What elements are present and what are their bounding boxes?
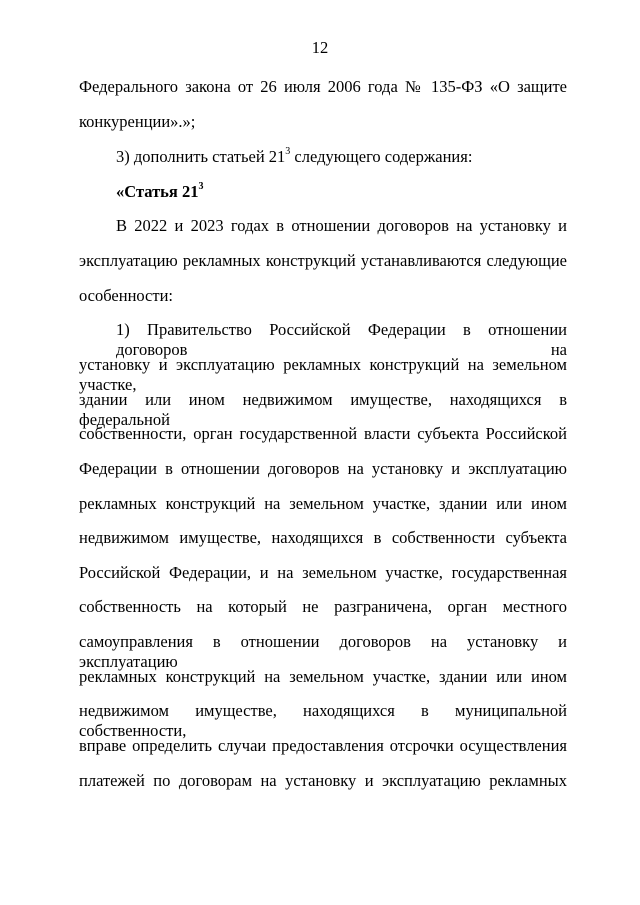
- item-3-text-before: 3) дополнить статьей 21: [116, 147, 286, 166]
- point-1-line-10: самоуправления в отношении договоров на установку и эксплуатацию: [79, 632, 567, 671]
- point-1-line-4: собственности, орган государственной власти субъекта Российской: [79, 424, 567, 443]
- continuation-line-1: Федерального закона от 26 июля 2006 года № 135-ФЗ «О защите: [79, 77, 567, 96]
- point-1-line-11: рекламных конструкций на земельном участке, здании или ином: [79, 667, 567, 686]
- point-1-line-8: Российской Федерации, и на земельном участке, государственная: [79, 563, 567, 582]
- item-3-text: [116, 147, 567, 167]
- article-heading-text: «Статья 21: [116, 182, 199, 201]
- point-1-line-7: недвижимом имуществе, находящихся в собственности субъекта: [79, 528, 567, 547]
- point-1-line-3: здании или ином недвижимом имуществе, находящихся в федеральной: [79, 390, 567, 429]
- intro-line-3: особенности:: [79, 286, 174, 305]
- point-1-line-6: рекламных конструкций на земельном участке, здании или ином: [79, 494, 567, 513]
- intro-line-2: эксплуатацию рекламных конструкций устанавливаются следующие: [79, 251, 567, 270]
- point-1-line-13: вправе определить случаи предоставления отсрочки осуществления: [79, 736, 567, 755]
- continuation-line-2: конкуренции».»;: [79, 112, 196, 131]
- point-1-line-14: платежей по договорам на установку и эксплуатацию рекламных: [79, 771, 567, 790]
- page-number: 12: [311, 38, 329, 57]
- point-1-line-2: установку и эксплуатацию рекламных конструкций на земельном участке,: [79, 355, 567, 394]
- point-1-line-12: недвижимом имуществе, находящихся в муниципальной собственности,: [79, 701, 567, 740]
- item-3-text-after: следующего содержания:: [290, 147, 473, 166]
- point-1-line-5: Федерации в отношении договоров на установку и эксплуатацию: [79, 459, 567, 478]
- article-heading: [116, 182, 567, 202]
- article-heading-superscript: 3: [198, 180, 204, 192]
- point-1-line-1: 1) Правительство Российской Федерации в отношении договоров на: [116, 320, 567, 359]
- item-3-superscript: 3: [285, 145, 291, 157]
- intro-line-1: В 2022 и 2023 годах в отношении договоров на установку и: [116, 216, 567, 235]
- point-1-line-9: собственность на который не разграничена, орган местного: [79, 597, 567, 616]
